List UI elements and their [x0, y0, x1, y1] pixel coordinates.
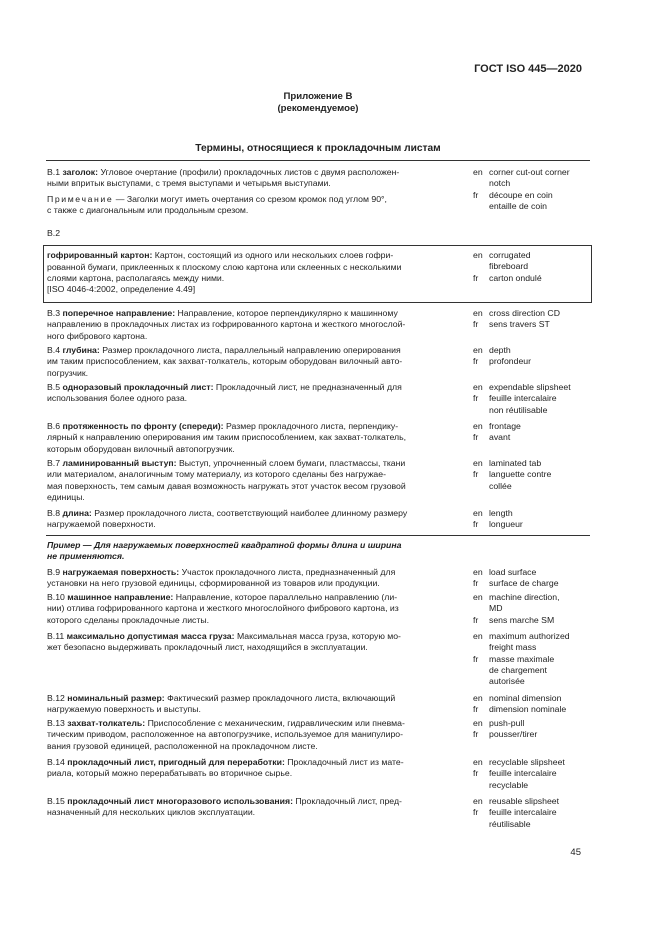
language-code — [473, 780, 489, 791]
language-code: en — [473, 718, 483, 728]
language-code: fr — [473, 807, 479, 818]
translation-text: push-pull — [489, 718, 525, 728]
language-code: fr — [473, 356, 479, 367]
translation-line — [473, 757, 593, 768]
term-name: поперечное направление: — [62, 308, 176, 318]
translation-text: machine direction, — [489, 592, 560, 602]
translation-text: pousser/tirer — [489, 729, 538, 740]
translation-text: notch — [489, 178, 511, 189]
translation-text: fibreboard — [489, 261, 529, 272]
translation-line — [473, 178, 593, 189]
definition-text: Размер прокладочного листа, перпендику- — [226, 421, 399, 431]
translation-text: load surface — [489, 567, 537, 577]
definition-text: нагружаемой поверхности. — [47, 519, 156, 530]
standard-header: ГОСТ ISO 445—2020 — [474, 63, 582, 75]
translation-line — [473, 519, 593, 530]
term-name: протяженность по фронту (спереди): — [62, 421, 224, 431]
note-text: с также с диагональным или продольным срезом. — [47, 204, 249, 215]
definition-text: ными впритык выступами, с тремя выступами и четырьмя выступами. — [47, 178, 331, 189]
definition-text: тическим приводом, расположенное на автопогрузчике, используемое для манипулиро- — [47, 729, 404, 740]
language-code — [473, 261, 489, 272]
note-label: Примечание — [47, 193, 114, 204]
term-name: заголок: — [62, 167, 99, 177]
term-number: В.1 — [47, 167, 61, 177]
term-name: прокладочный лист, пригодный для переработки: — [67, 757, 285, 767]
translations-b15 — [473, 796, 593, 830]
definition-line — [47, 508, 462, 519]
translation-text: languette contre — [489, 469, 552, 480]
language-code — [473, 603, 489, 614]
language-code: fr — [473, 272, 479, 283]
translation-text: corner cut-out corner — [489, 167, 570, 177]
translation-text: réutilisable — [489, 818, 531, 829]
translation-text: feuille intercalaire — [489, 393, 557, 404]
definition-text: использования более одного раза. — [47, 393, 188, 404]
definition-line — [47, 284, 462, 295]
term-entry-b12 — [47, 693, 462, 716]
translation-line — [473, 481, 593, 492]
definition-line — [47, 382, 462, 393]
definition-line — [47, 718, 462, 729]
definition-text: мая поверхность, тем самым давая возможность нагружать этот участок весом грузовой — [47, 480, 406, 491]
translation-text: surface de charge — [489, 578, 559, 589]
term-name: нагружаемая поверхность: — [62, 567, 180, 577]
translation-line — [473, 261, 593, 272]
term-number: В.4 — [47, 345, 61, 355]
definition-line — [47, 693, 462, 704]
term-number: В.6 — [47, 421, 61, 431]
translation-text: depth — [489, 345, 511, 355]
translation-line — [473, 458, 593, 469]
translation-line — [473, 796, 593, 807]
translation-text: recyclable — [489, 779, 529, 790]
translation-text: recyclable slipsheet — [489, 757, 565, 767]
translation-text: length — [489, 508, 513, 518]
language-code: fr — [473, 319, 479, 330]
translations-b9 — [473, 567, 593, 590]
language-code: en — [473, 308, 483, 318]
definition-text: единицы. — [47, 491, 85, 502]
translation-line — [473, 718, 593, 729]
translation-text: sens travers ST — [489, 319, 550, 330]
example-line: не применяются. — [47, 551, 125, 562]
language-code — [473, 819, 489, 830]
definition-text: риала, который можно перерабатывать во вторичное сырье. — [47, 768, 293, 779]
translation-text: profondeur — [489, 356, 532, 367]
translation-text: dimension nominale — [489, 704, 567, 715]
definition-line — [47, 167, 462, 178]
translation-text: carton ondulé — [489, 272, 542, 283]
translation-line — [473, 654, 593, 665]
definition-line — [47, 393, 462, 404]
term-entry-b9 — [47, 567, 462, 590]
definition-text: Размер прокладочного листа, соответствующий наиболее длинному размеру — [94, 508, 408, 518]
language-code: en — [473, 167, 483, 177]
term-number: В.3 — [47, 308, 61, 318]
note-text: — Заголки могут иметь очертания со срезом кромок под углом 90°, — [115, 193, 387, 204]
translation-text: MD — [489, 603, 503, 614]
language-code: fr — [473, 189, 479, 200]
definition-text: Размер прокладочного листа, параллельный направлению оперирования — [102, 345, 401, 355]
example-line: Пример — Для нагружаемых поверхностей квадратной формы длина и ширина — [47, 540, 402, 550]
translation-line — [473, 432, 593, 443]
translation-text: avant — [489, 432, 511, 443]
definition-text: или материалом, аналогичным тому материалу, из которого сделаны без нагружае- — [47, 469, 386, 480]
term-entry-b3 — [47, 308, 462, 342]
language-code: fr — [473, 653, 479, 664]
definition-text: слоями картона, располагаясь между ними. — [47, 272, 225, 283]
language-code: fr — [473, 393, 479, 404]
translation-line — [473, 319, 593, 330]
definition-line — [47, 331, 462, 342]
example-rule — [46, 535, 590, 536]
translations-b11 — [473, 631, 593, 687]
definition-line — [47, 345, 462, 356]
term-number: В.9 — [47, 567, 61, 577]
definition-line — [47, 578, 462, 589]
translation-text: maximum authorized — [489, 631, 570, 641]
translation-line — [473, 201, 593, 212]
definition-line — [47, 768, 462, 779]
translations-b2 — [473, 250, 593, 284]
term-entry-b11 — [47, 631, 462, 654]
term-entry-b8 — [47, 508, 462, 531]
translation-line — [473, 665, 593, 676]
language-code: fr — [473, 432, 479, 443]
translation-line — [473, 356, 593, 367]
definition-text: жет безопасно выдерживать прокладочный лист, находящийся в эксплуатации. — [47, 642, 368, 653]
language-code: fr — [473, 578, 479, 589]
translations-b14 — [473, 757, 593, 791]
section-rule — [46, 160, 590, 161]
translation-line — [473, 190, 593, 201]
translations-b7 — [473, 458, 593, 492]
definition-line — [47, 308, 462, 319]
language-code: en — [473, 796, 483, 806]
translation-line — [473, 676, 593, 687]
translation-text: feuille intercalaire — [489, 807, 557, 818]
definition-text: ного фибрового картона. — [47, 330, 148, 341]
term-number: В.12 — [47, 693, 65, 703]
definition-text: рованной бумаги, приклеенных к плоскому слою картона или склеенных с несколькими — [47, 261, 402, 272]
term-name: ламинированный выступ: — [62, 458, 177, 468]
example-text — [47, 540, 462, 563]
language-code: en — [473, 631, 483, 641]
translation-text: cross direction CD — [489, 308, 560, 318]
definition-line — [47, 262, 462, 273]
translation-text: laminated tab — [489, 458, 542, 468]
translation-line — [473, 592, 593, 603]
definition-text: Фактический размер прокладочного листа, включающий — [167, 693, 396, 703]
language-code: en — [473, 345, 483, 355]
definition-line — [47, 592, 462, 603]
translation-text: non réutilisable — [489, 404, 548, 415]
term-number: В.8 — [47, 508, 61, 518]
definition-text: Прокладочный лист, не предназначенный для — [215, 382, 402, 392]
translation-line — [473, 603, 593, 614]
term-entry-b13 — [47, 718, 462, 752]
term-entry-b10 — [47, 592, 462, 626]
definition-line — [47, 567, 462, 578]
definition-line — [47, 741, 462, 752]
definition-line — [47, 729, 462, 740]
term-entry-b1 — [47, 167, 462, 216]
language-code — [473, 405, 489, 416]
definition-line — [47, 469, 462, 480]
translation-line — [473, 615, 593, 626]
definition-line — [47, 356, 462, 367]
term-name: захват-толкатель: — [67, 718, 146, 728]
translation-line — [473, 167, 593, 178]
translations-b3 — [473, 308, 593, 331]
definition-text: которого сделаны прокладочные листы. — [47, 614, 210, 625]
term-number: В.11 — [47, 631, 65, 641]
translation-text: longueur — [489, 519, 523, 530]
language-code: en — [473, 592, 483, 602]
term-number: В.7 — [47, 458, 61, 468]
language-code — [473, 178, 489, 189]
translation-line — [473, 693, 593, 704]
translation-text: freight mass — [489, 642, 537, 653]
language-code: en — [473, 567, 483, 577]
language-code: en — [473, 508, 483, 518]
definition-line — [47, 603, 462, 614]
term-number: В.5 — [47, 382, 61, 392]
translation-line — [473, 345, 593, 356]
annex-heading — [46, 91, 590, 115]
note-line — [47, 194, 462, 205]
annex-title: Приложение В — [283, 91, 353, 102]
note-line — [47, 205, 462, 216]
translation-line — [473, 567, 593, 578]
translation-line — [473, 382, 593, 393]
language-code: en — [473, 421, 483, 431]
language-code: en — [473, 382, 483, 392]
translation-line — [473, 469, 593, 480]
translation-text: reusable slipsheet — [489, 796, 560, 806]
translations-b1 — [473, 167, 593, 212]
translations-b10 — [473, 592, 593, 626]
translation-line — [473, 642, 593, 653]
translation-text: autorisée — [489, 676, 525, 687]
definition-line — [47, 704, 462, 715]
translation-line — [473, 250, 593, 261]
definition-text: погрузчик. — [47, 367, 89, 378]
definition-text: Картон, состоящий из одного или нескольких слоев гофри- — [154, 250, 394, 261]
term-number: В.2 — [47, 228, 61, 238]
definition-line — [47, 178, 462, 189]
definition-text: Направление, которое перпендикулярно к машинному — [177, 308, 398, 318]
translation-line — [473, 405, 593, 416]
definition-line — [47, 250, 462, 261]
definition-line — [47, 615, 462, 626]
term-name: максимально допустимая масса груза: — [66, 631, 235, 641]
translation-line — [473, 807, 593, 818]
definition-line — [47, 481, 462, 492]
translation-line — [473, 729, 593, 740]
definition-text: Участок прокладочного листа, предназначенный для — [181, 567, 396, 577]
definition-line — [47, 273, 462, 284]
definition-text: направлению в прокладочных листах из гофрированного картона и жесткого многослой- — [47, 319, 406, 330]
definition-line — [47, 642, 462, 653]
definition-line — [47, 444, 462, 455]
term-entry-b14 — [47, 757, 462, 780]
definition-text: нагружаемую поверхность и выступы. — [47, 704, 201, 715]
translation-line — [473, 421, 593, 432]
definition-text: вания грузовой единицей, расположенной на прокладочном листе. — [47, 740, 318, 751]
translation-line — [473, 308, 593, 319]
translation-text: collée — [489, 480, 512, 491]
definition-line — [47, 319, 462, 330]
translations-b6 — [473, 421, 593, 444]
definition-text: Максимальная масса груза, которую мо- — [236, 631, 401, 641]
definition-text: которым оборудован вилочный автопогрузчик. — [47, 443, 235, 454]
page-number: 45 — [570, 847, 581, 858]
section-title: Термины, относящиеся к прокладочным листам — [195, 143, 441, 154]
definition-text: Прокладочный лист, пред- — [295, 796, 402, 806]
definition-text: им таким приспособлением, как захват-толкатель, которым оборудован вилочный авто- — [47, 356, 403, 367]
translations-b13 — [473, 718, 593, 741]
definition-text: установки на него грузовой единицы, сформированной из товаров или продукции. — [47, 578, 380, 589]
definition-line — [47, 458, 462, 469]
translation-line — [473, 780, 593, 791]
translation-line — [473, 704, 593, 715]
translation-text: découpe en coin — [489, 189, 553, 200]
definition-line — [47, 432, 462, 443]
translation-text: sens marche SM — [489, 614, 555, 625]
term-name: гофрированный картон: — [47, 250, 153, 261]
translation-text: masse maximale — [489, 653, 555, 664]
language-code: en — [473, 250, 483, 260]
definition-text: Приспособление с механическим, гидравлическим или пневма- — [147, 718, 405, 728]
language-code: en — [473, 757, 483, 767]
term-name: длина: — [62, 508, 92, 518]
term-name: номинальный размер: — [67, 693, 165, 703]
definition-text: [ISO 4046-4:2002, определение 4.49] — [47, 284, 196, 295]
definition-line — [47, 796, 462, 807]
language-code: fr — [473, 729, 479, 740]
definition-line — [47, 807, 462, 818]
term-name: машинное направление: — [67, 592, 174, 602]
definition-text: Прокладочный лист из мате- — [287, 757, 404, 767]
translation-line — [473, 393, 593, 404]
definition-line — [47, 519, 462, 530]
translation-line — [473, 578, 593, 589]
term-entry-b5 — [47, 382, 462, 405]
term-number: В.15 — [47, 796, 65, 806]
translation-text: feuille intercalaire — [489, 768, 557, 779]
term-entry-b15 — [47, 796, 462, 819]
definition-text: назначенный для нескольких циклов эксплуатации. — [47, 807, 256, 818]
definition-line — [47, 757, 462, 768]
language-code: fr — [473, 768, 479, 779]
translation-text: corrugated — [489, 250, 531, 260]
definition-line — [47, 631, 462, 642]
language-code — [473, 201, 489, 212]
language-code: en — [473, 693, 483, 703]
term-name: глубина: — [62, 345, 100, 355]
translation-text: de chargement — [489, 664, 547, 675]
term-number: В.10 — [47, 592, 65, 602]
language-code: fr — [473, 519, 479, 530]
term-entry-b4 — [47, 345, 462, 379]
language-code — [473, 481, 489, 492]
term-name: одноразовый прокладочный лист: — [62, 382, 214, 392]
translation-line — [473, 508, 593, 519]
translations-b5 — [473, 382, 593, 416]
translation-line — [473, 631, 593, 642]
translation-text: expendable slipsheet — [489, 382, 571, 392]
definition-line — [47, 368, 462, 379]
term-entry-b2 — [47, 228, 462, 295]
language-code: fr — [473, 704, 479, 715]
translations-b4 — [473, 345, 593, 368]
language-code — [473, 676, 489, 687]
definition-line — [47, 492, 462, 503]
definition-text: Угловое очертание (профили) прокладочных листов с двумя расположен- — [100, 167, 400, 177]
translation-text: nominal dimension — [489, 693, 562, 703]
definition-text: Направление, которое параллельно направлению (ли- — [175, 592, 398, 602]
language-code: fr — [473, 469, 479, 480]
term-entry-b7 — [47, 458, 462, 503]
definition-text: Выступ, упрочненный слоем бумаги, пластмассы, ткани — [178, 458, 406, 468]
translations-b8 — [473, 508, 593, 531]
definition-text: лярный к направлению оперирования им таким приспособлением, как захват-толкатель, — [47, 432, 407, 443]
translation-text: frontage — [489, 421, 521, 431]
translation-line — [473, 819, 593, 830]
language-code: fr — [473, 614, 479, 625]
term-number: В.14 — [47, 757, 65, 767]
language-code: en — [473, 458, 483, 468]
translations-b12 — [473, 693, 593, 716]
language-code — [473, 642, 489, 653]
translation-line — [473, 273, 593, 284]
translation-text: entaille de coin — [489, 200, 547, 211]
term-number: В.13 — [47, 718, 65, 728]
definition-line — [47, 421, 462, 432]
annex-subtitle: (рекомендуемое) — [277, 103, 359, 114]
translation-line — [473, 768, 593, 779]
definition-text: нии) отлива гофрированного картона и жесткого многослойного фибрового картона, из — [47, 603, 399, 614]
term-name: прокладочный лист многоразового использования: — [67, 796, 293, 806]
term-entry-b6 — [47, 421, 462, 455]
language-code — [473, 665, 489, 676]
